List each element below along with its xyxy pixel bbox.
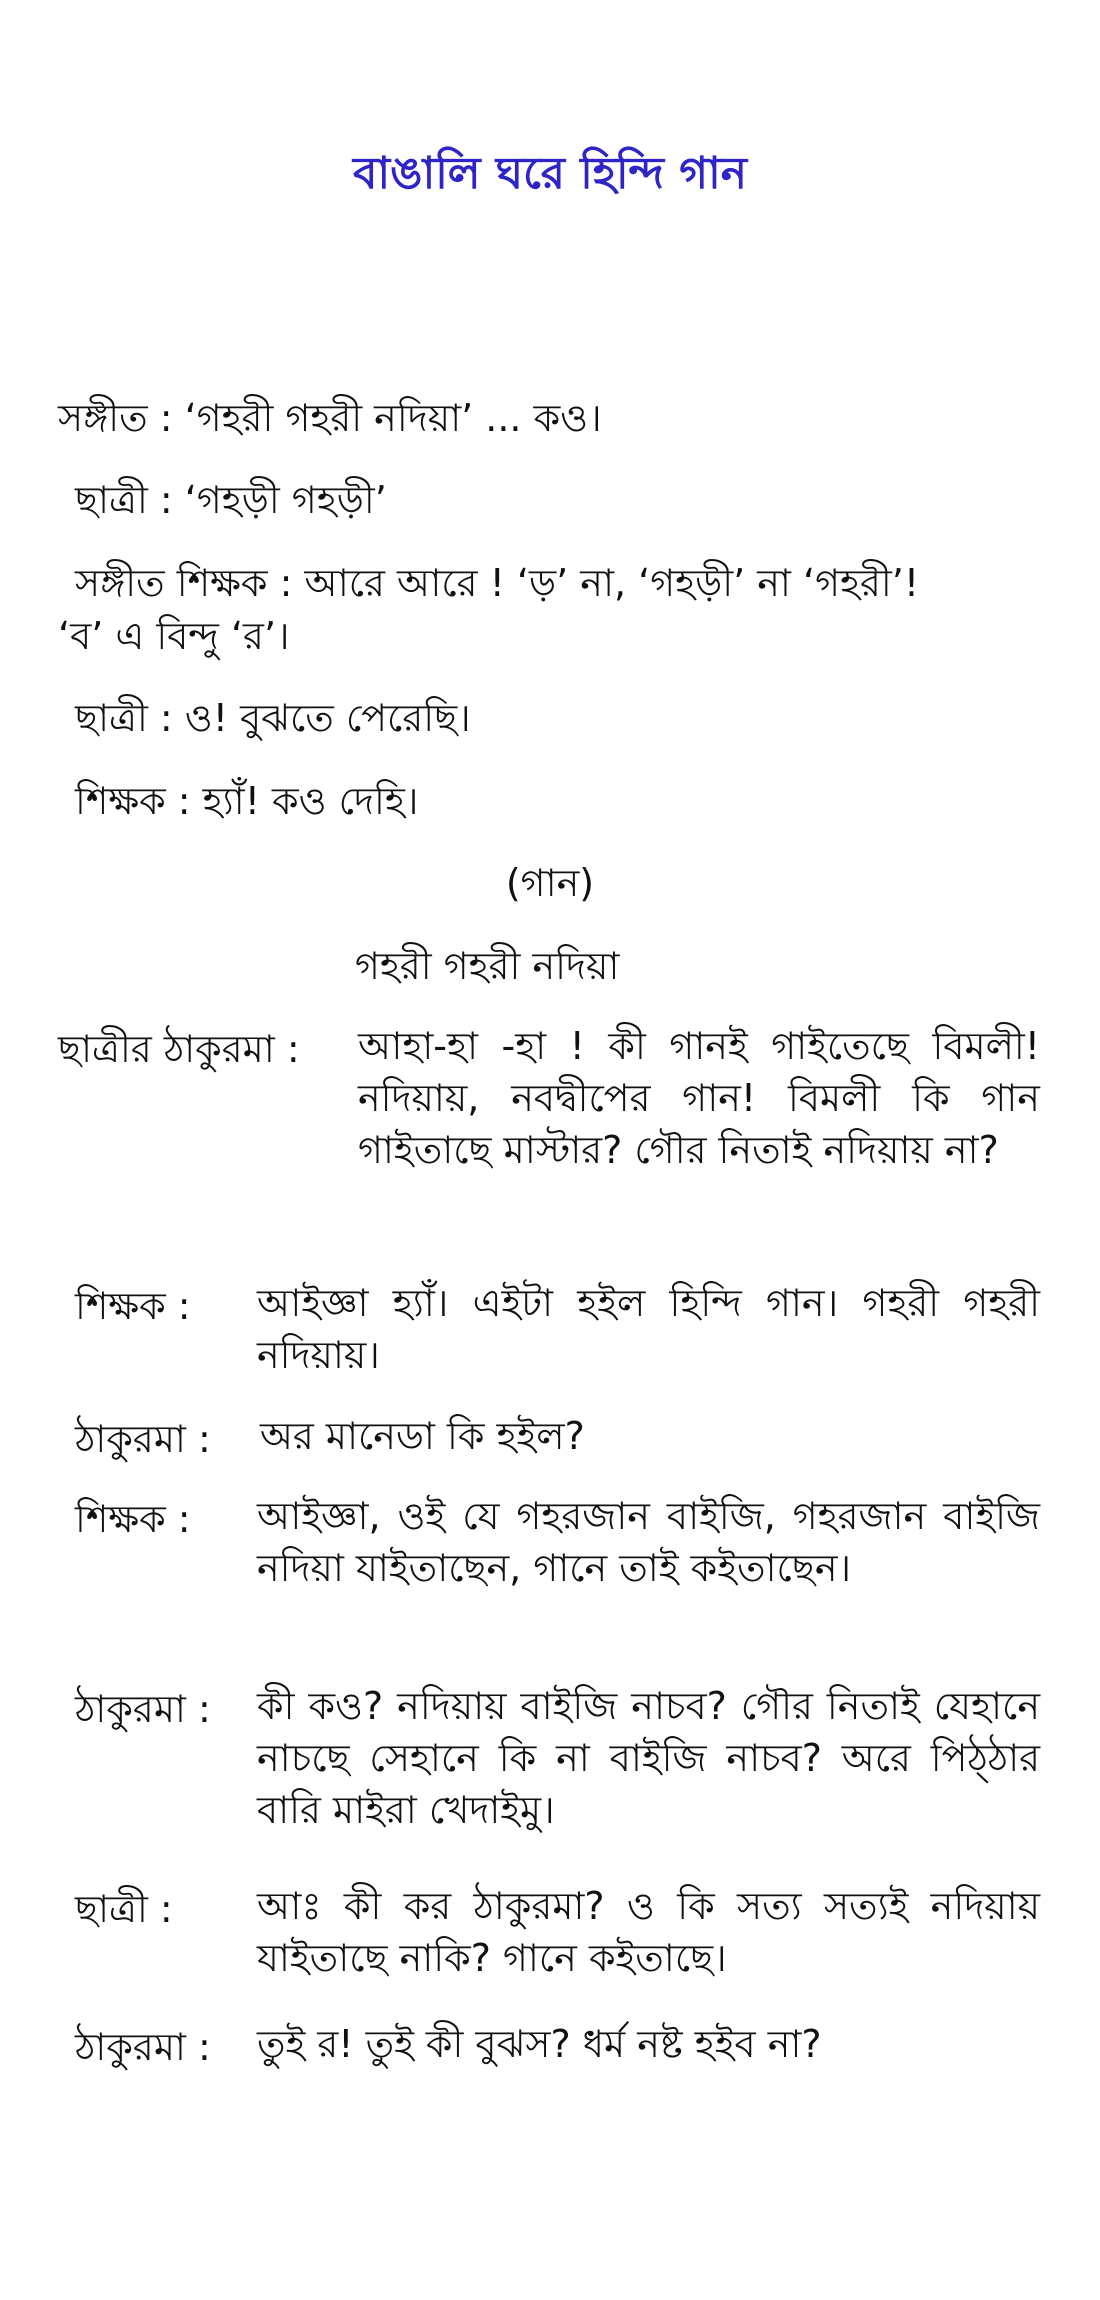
- dialogue-text: আইজ্ঞা, ওই যে গহরজান বাইজি, গহরজান বাইজি নদিয়া যাইতাছেন, গানে তাই কইতাছেন।: [257, 1494, 1040, 1590]
- speaker-label: ঠাকুরমা :: [75, 1687, 211, 1731]
- speaker-label: ছাত্রীর ঠাকুরমা :: [58, 1027, 300, 1071]
- intro-line-3a: সঙ্গীত শিক্ষক : আরে আরে ! ‘ড়’ না, ‘গহড়ী’ না ‘গহরী’!: [75, 561, 920, 605]
- dialogue-text: কী কও? নদিয়ায় বাইজি নাচব? গৌর নিতাই যেহানে নাচছে সেহানে কি না বাইজি নাচব? অরে পিঠ্‌ঠার বারি মাইরা খেদাইমু।: [257, 1684, 1040, 1832]
- intro-line-1: সঙ্গীত : ‘গহরী গহরী নদিয়া’ ... কও।: [58, 396, 602, 440]
- dialogue-text: তুই র! তুই কী বুঝস? ধর্ম নষ্ট হইব না?: [257, 2022, 822, 2066]
- speaker-label: শিক্ষক :: [75, 1497, 191, 1541]
- song-line: গহরী গহরী নদিয়া: [355, 944, 620, 988]
- speaker-label: ঠাকুরমা :: [75, 1417, 211, 1461]
- dialogue-text: অর মানেডা কি হইল?: [260, 1414, 585, 1458]
- intro-line-2: ছাত্রী : ‘গহড়ী গহড়ী’: [75, 478, 387, 522]
- song-heading: (গান): [505, 861, 595, 905]
- dialogue-text: আইজ্ঞা হ্যাঁ। এইটা হইল হিন্দি গান। গহরী গহরী নদিয়ায়।: [257, 1281, 1040, 1377]
- page-title: বাঙালি ঘরে হিন্দি গান: [352, 148, 748, 199]
- intro-line-3b: ‘ব’ এ বিন্দু ‘র’।: [58, 614, 290, 658]
- speaker-label: ঠাকুরমা :: [75, 2025, 211, 2069]
- intro-line-4: ছাত্রী : ও! বুঝতে পেরেছি।: [75, 696, 471, 740]
- dialogue-text: আহা-হা -হা ! কী গানই গাইতেছে বিমলী! নদিয়ায়, নবদ্বীপের গান! বিমলী কি গান গাইতাছে মাস্টার? গৌর নিতাই নদিয়ায় না?: [358, 1024, 1040, 1172]
- speaker-label: শিক্ষক :: [75, 1284, 191, 1328]
- speaker-label: ছাত্রী :: [75, 1887, 173, 1931]
- dialogue-text: আঃ কী কর ঠাকুরমা? ও কি সত্য সত্যই নদিয়ায় যাইতাছে নাকি? গানে কইতাছে।: [257, 1884, 1040, 1980]
- intro-line-5: শিক্ষক : হ্যাঁ! কও দেহি।: [75, 779, 419, 823]
